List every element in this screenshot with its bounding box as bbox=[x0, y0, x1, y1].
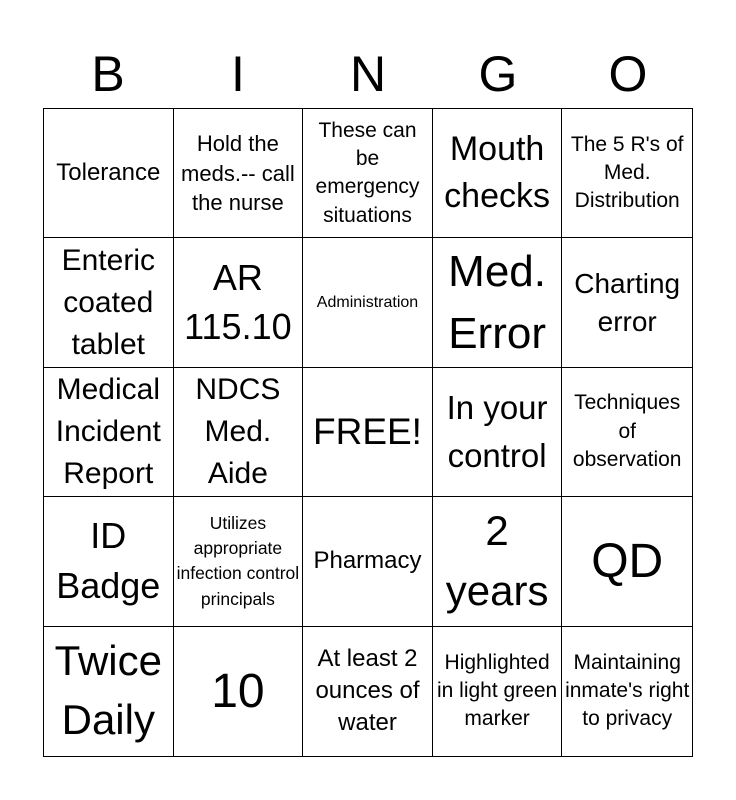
cell-text: In your control bbox=[446, 389, 548, 474]
bingo-cell[interactable] bbox=[44, 109, 174, 238]
cell-text: FREE! bbox=[313, 410, 422, 452]
bingo-cell[interactable] bbox=[174, 627, 304, 756]
bingo-cell[interactable] bbox=[303, 627, 433, 756]
cell-text: 2 years bbox=[445, 506, 549, 615]
cell-text: At least 2 ounces of water bbox=[315, 644, 420, 737]
header-letter-o: O bbox=[608, 46, 648, 102]
cell-text: Administration bbox=[316, 293, 419, 311]
bingo-board bbox=[43, 108, 693, 757]
cell-text: Hold the meds.-- call the nurse bbox=[181, 131, 295, 215]
bingo-cell[interactable] bbox=[303, 109, 433, 238]
cell-text: Utilizes appropriate infection control principals bbox=[176, 512, 300, 609]
header-letter-i: I bbox=[231, 46, 245, 102]
bingo-cell[interactable] bbox=[562, 238, 692, 367]
cell-text: Tolerance bbox=[56, 159, 161, 187]
cell-text: These can be emergency situations bbox=[315, 118, 420, 227]
cell-text: Highlighted in light green marker bbox=[436, 650, 558, 731]
bingo-cell[interactable] bbox=[433, 238, 563, 367]
header-letter-b: B bbox=[91, 46, 125, 102]
bingo-cell[interactable] bbox=[44, 238, 174, 367]
bingo-cell[interactable] bbox=[44, 627, 174, 756]
cell-text: AR 115.10 bbox=[184, 257, 292, 347]
bingo-cell[interactable] bbox=[174, 109, 304, 238]
cell-text: Medical Incident Report bbox=[55, 373, 161, 490]
cell-text: QD bbox=[591, 534, 664, 588]
cell-text: Maintaining inmate's right to privacy bbox=[565, 650, 690, 731]
bingo-cell[interactable] bbox=[433, 627, 563, 756]
cell-text: Techniques of observation bbox=[572, 391, 682, 472]
cell-text: 10 bbox=[211, 664, 265, 718]
bingo-cell[interactable] bbox=[174, 238, 304, 367]
cell-text: Twice Daily bbox=[54, 637, 162, 744]
cell-text: ID Badge bbox=[56, 515, 161, 607]
bingo-header bbox=[43, 44, 693, 104]
bingo-cell[interactable] bbox=[303, 238, 433, 367]
bingo-cell[interactable] bbox=[303, 497, 433, 626]
bingo-cell[interactable] bbox=[562, 497, 692, 626]
bingo-cell[interactable] bbox=[174, 368, 304, 497]
bingo-cell[interactable] bbox=[433, 497, 563, 626]
bingo-cell[interactable] bbox=[433, 109, 563, 238]
bingo-cell[interactable] bbox=[433, 368, 563, 497]
cell-text: Med. Error bbox=[448, 247, 546, 358]
free-space[interactable] bbox=[303, 368, 433, 497]
cell-text: NDCS Med. Aide bbox=[195, 373, 281, 490]
cell-text: Pharmacy bbox=[313, 547, 422, 575]
bingo-cell[interactable] bbox=[44, 497, 174, 626]
bingo-cell[interactable] bbox=[562, 109, 692, 238]
cell-text: Enteric coated tablet bbox=[61, 243, 155, 361]
cell-text: Charting error bbox=[574, 267, 681, 337]
header-letter-g: G bbox=[478, 46, 518, 102]
cell-text: The 5 R's of Med. Distribution bbox=[570, 132, 684, 213]
bingo-cell[interactable] bbox=[44, 368, 174, 497]
header-letter-n: N bbox=[349, 46, 387, 102]
bingo-cell[interactable] bbox=[562, 627, 692, 756]
bingo-cell[interactable] bbox=[174, 497, 304, 626]
bingo-cell[interactable] bbox=[562, 368, 692, 497]
cell-text: Mouth checks bbox=[444, 129, 550, 216]
